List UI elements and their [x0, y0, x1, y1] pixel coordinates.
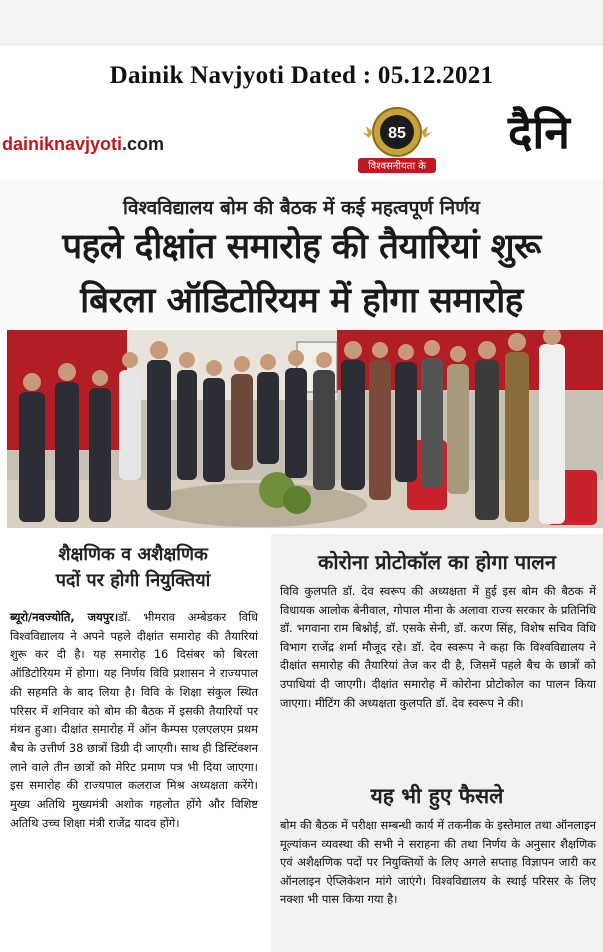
headline-line-2: बिरला ऑडिटोरियम में होगा समारोह: [80, 281, 523, 321]
right-subhead-1: कोरोना प्रोटोकॉल का होगा पालन: [318, 550, 556, 574]
url-domain: .com: [122, 134, 165, 154]
dateline: ब्यूरो/नवज्योति, जयपुर।: [10, 610, 119, 624]
top-strip: [0, 0, 603, 45]
right-subhead-2: यह भी हुए फैसले: [370, 784, 504, 808]
left-article-body: [10, 608, 258, 832]
newspaper-masthead: [0, 98, 603, 176]
left-body-text: डॉ. भीमराव अम्बेडकर विधि विश्वविद्यालय ने अपने पहले दीक्षांत समारोह की तैयारियां शुरू कर दी है। यह समारोह 16 दिसंबर को बिरला ऑडिटोरियम में होगा। यह निर्णय विवि प्रशासन ने राज्यपाल की सहमति के बाद लिया है। विवि के शिक्षा संकुल स्थित परिसर में शनिवार को बोम की बैठक में इसकी तैयारियों पर मंथन हुआ। दीक्षांत समारोह में ऑन कैम्पस एलएलएम प्रथम बैच के उत्तीर्ण 38 छात्रों डिग्री दी जाएगी। साथ ही डिस्टिंक्शन लाने वाले तीन छात्रों को मेरिट प्रमाण पत्र भी दिया जाएगा। इस समारोह की राज्यपाल कलराज मिश्र अध्यक्षता करेंगे। मुख्य अतिथि मुख्यमंत्री अशोक गहलोत होंगे और विशिष्ट अतिथि उच्च शिक्षा मंत्री राजेंद्र यादव होंगे।: [10, 610, 258, 830]
left-subhead: [0, 542, 266, 594]
badge-caption: विश्वसनीयता के: [368, 161, 426, 172]
anniversary-badge: [352, 104, 442, 174]
right-body-2: बोम की बैठक में परीक्षा सम्बन्धी कार्य में तकनीक के इस्तेमाल तथा ऑनलाइन मूल्यांकन व्यवस्था की सभी ने सराहना की तथा निर्णय के अनुसार शैक्षणिक एवं अशैक्षणिक पदों पर नियुक्तियों के लिए अगले सप्ताह विज्ञापन जारी कर ऑनलाइन ऐप्लिकेशन मांगे जाएंगे। विश्वविद्यालय के स्थाई परिसर के लिए नक्शा भी पास किया गया है।: [280, 818, 596, 907]
badge-number: 85: [388, 125, 406, 142]
article-left-column: [0, 534, 266, 952]
url-brand: dainiknavjyoti: [2, 134, 123, 154]
news-photo: [7, 330, 603, 528]
left-subhead-line-1: शैक्षणिक व अशैक्षणिक: [58, 544, 208, 565]
paper-name: दैनि: [508, 105, 570, 159]
headline-kicker: विश्वविद्यालय बोम की बैठक में कई महत्वपूर्ण निर्णय: [123, 197, 480, 219]
right-body-1: विवि कुलपति डॉ. देव स्वरूप की अध्यक्षता में हुई इस बोम की बैठक में विधायक आलोक बेनीवाल, गोपाल मीना के अलावा राज्य सरकार के प्रतिनिधि डॉ. भगवाना राम बिश्नोई, डॉ. एसके सेनी, डॉ. करण सिंह, विशेष सचिव विधि विभाग राजेंद्र शर्मा मौजूद रहे। डॉ. देव स्वरूप ने कहा कि विश्वविद्यालय ने दीक्षांत समारोह की तैयारियां तेज कर दी है, जिसमें पहले बैच के छात्रों को उपाधियां दी जाएगी। दीक्षांत समारोह में कोरोना प्रोटोकोल का पालन किया जाएगा। मीटिंग की अध्यक्षता कुलपति डॉ. देव स्वरूप ने की।: [280, 584, 596, 710]
article-right-column: [271, 534, 603, 952]
headline-line-1: पहले दीक्षांत समारोह की तैयारियां शुरू: [62, 227, 541, 267]
dated-line: Dainik Navjyoti Dated : 05.12.2021: [109, 62, 494, 89]
left-subhead-line-2: पदों पर होगी नियुक्तियां: [55, 570, 211, 591]
masthead-url: [2, 134, 164, 155]
